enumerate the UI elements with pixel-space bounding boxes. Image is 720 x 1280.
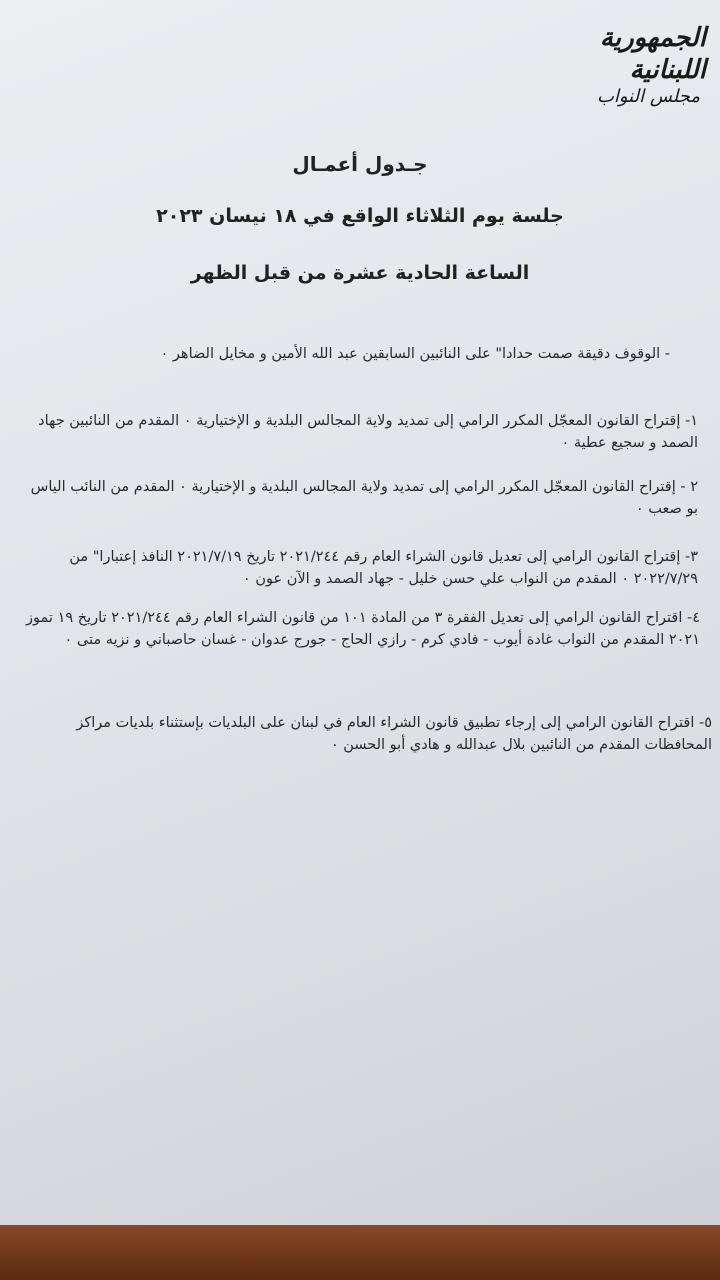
agenda-item-4: ٤- اقتراح القانون الرامي إلى تعديل الفقرة ٣ من المادة ١٠١ من قانون الشراء العام رقم ٢٠٢١/٢٤٤ تاريخ ١٩ تموز ٢٠٢١ المقدم من النواب غادة أيوب - فادي كرم - رازي الحاج - جورج عدوان - غسان حاصباني و نزيه متى ٠ bbox=[26, 610, 700, 648]
letterhead-republic: الجمهورية اللبنانية bbox=[599, 23, 706, 85]
letterhead bbox=[536, 22, 706, 108]
agenda-item-1: ١- إقتراح القانون المعجّل المكرر الرامي إلى تمديد ولاية المجالس البلدية و الإختيارية ٠ المقدم من النائبين جهاد الصمد و سجيع عطية ٠ bbox=[38, 413, 698, 451]
page-title: جـدول أعمـال bbox=[292, 152, 428, 176]
table-surface bbox=[0, 1225, 720, 1280]
agenda-item-5: ٥- اقتراح القانون الرامي إلى إرجاء تطبيق قانون الشراء العام في لبنان على البلديات بإستثناء بلديات مراكز المحافظات المقدم من النائبين بلال عبدالله و هادي أبو الحسن ٠ bbox=[76, 715, 712, 753]
session-time: الساعة الحادية عشرة من قبل الظهر bbox=[190, 262, 530, 284]
agenda-item-2: ٢ - إقتراح القانون المعجّل المكرر الرامي إلى تمديد ولاية المجالس البلدية و الإختيارية ٠ المقدم من النائب الياس بو صعب ٠ bbox=[30, 479, 698, 517]
session-date: جلسة يوم الثلاثاء الواقع في ١٨ نيسان ٢٠٢٣ bbox=[156, 205, 564, 227]
agenda-item-3: ٣- إقتراح القانون الرامي إلى تعديل قانون الشراء العام رقم ٢٠٢١/٢٤٤ تاريخ ٢٠٢١/٧/١٩ النافذ إعتبارا" من ٢٠٢٢/٧/٢٩ ٠ المقدم من النواب علي حسن خليل - جهاد الصمد و الآن عون ٠ bbox=[69, 549, 698, 587]
letterhead-parliament: مجلس النواب bbox=[596, 86, 700, 107]
agenda-intro: - الوقوف دقيقة صمت حدادا" على النائبين السابقين عبد الله الأمين و مخايل الضاهر ٠ bbox=[160, 346, 670, 362]
